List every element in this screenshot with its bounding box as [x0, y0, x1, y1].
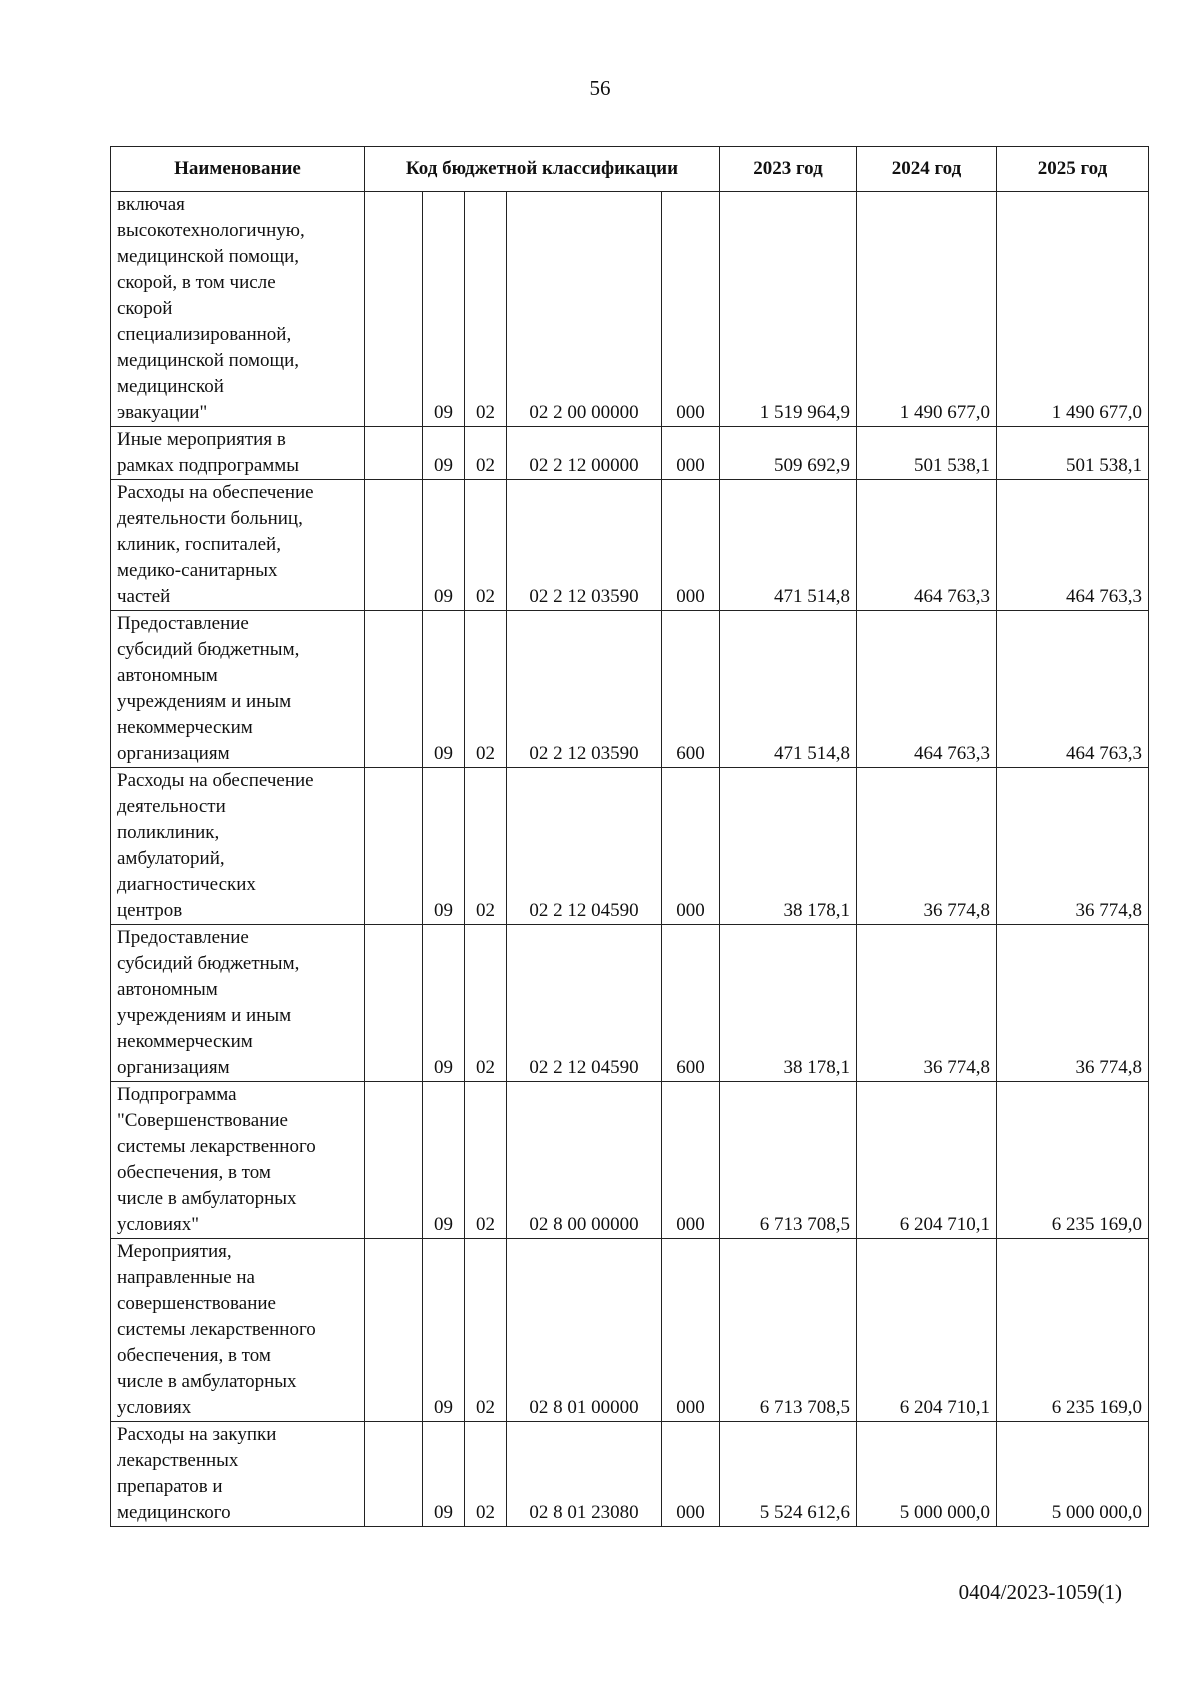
- row-code-subsection: 02: [465, 768, 507, 925]
- row-name: Подпрограмма "Совершенствование системы лекарственного обеспечения, в том числе в амбулаторных условиях": [111, 1082, 365, 1239]
- row-code-blank: [365, 1422, 423, 1527]
- table-row: [111, 1082, 1149, 1239]
- row-value-2025: 5 000 000,0: [997, 1422, 1149, 1527]
- row-value-2024: 464 763,3: [857, 611, 997, 768]
- row-value-2025: 464 763,3: [997, 611, 1149, 768]
- header-2024: 2024 год: [857, 147, 997, 192]
- row-code-type: 000: [662, 192, 720, 427]
- row-code-type: 000: [662, 427, 720, 480]
- row-value-2024: 1 490 677,0: [857, 192, 997, 427]
- row-code-target: 02 2 12 03590: [507, 480, 662, 611]
- row-name: Мероприятия, направленные на совершенствование системы лекарственного обеспечения, в том числе в амбулаторных условиях: [111, 1239, 365, 1422]
- table-row: [111, 1422, 1149, 1527]
- row-value-2023: 6 713 708,5: [720, 1082, 857, 1239]
- table-row: [111, 192, 1149, 427]
- row-code-blank: [365, 427, 423, 480]
- row-value-2023: 38 178,1: [720, 768, 857, 925]
- row-code-target: 02 8 01 00000: [507, 1239, 662, 1422]
- row-value-2024: 5 000 000,0: [857, 1422, 997, 1527]
- row-value-2024: 464 763,3: [857, 480, 997, 611]
- row-code-blank: [365, 192, 423, 427]
- row-code-blank: [365, 611, 423, 768]
- row-code-section: 09: [423, 925, 465, 1082]
- header-2023: 2023 год: [720, 147, 857, 192]
- table-row: [111, 925, 1149, 1082]
- row-name: Расходы на обеспечение деятельности поликлиник, амбулаторий, диагностических центров: [111, 768, 365, 925]
- row-code-section: 09: [423, 192, 465, 427]
- header-name: Наименование: [111, 147, 365, 192]
- row-value-2025: 464 763,3: [997, 480, 1149, 611]
- row-code-target: 02 8 00 00000: [507, 1082, 662, 1239]
- row-code-section: 09: [423, 1239, 465, 1422]
- row-code-subsection: 02: [465, 925, 507, 1082]
- row-code-type: 000: [662, 768, 720, 925]
- row-code-section: 09: [423, 480, 465, 611]
- row-code-section: 09: [423, 611, 465, 768]
- row-code-blank: [365, 925, 423, 1082]
- row-value-2023: 471 514,8: [720, 611, 857, 768]
- row-value-2025: 36 774,8: [997, 925, 1149, 1082]
- row-code-type: 000: [662, 1082, 720, 1239]
- row-code-type: 000: [662, 480, 720, 611]
- header-2025: 2025 год: [997, 147, 1149, 192]
- row-value-2025: 6 235 169,0: [997, 1239, 1149, 1422]
- table-row: [111, 427, 1149, 480]
- row-value-2024: 36 774,8: [857, 768, 997, 925]
- row-code-blank: [365, 1082, 423, 1239]
- row-code-subsection: 02: [465, 1082, 507, 1239]
- row-code-blank: [365, 480, 423, 611]
- row-code-target: 02 2 12 04590: [507, 925, 662, 1082]
- row-value-2023: 38 178,1: [720, 925, 857, 1082]
- row-code-subsection: 02: [465, 1422, 507, 1527]
- row-value-2025: 36 774,8: [997, 768, 1149, 925]
- page-number: 56: [589, 76, 611, 100]
- row-value-2025: 6 235 169,0: [997, 1082, 1149, 1239]
- row-code-section: 09: [423, 1082, 465, 1239]
- row-code-subsection: 02: [465, 192, 507, 427]
- row-code-section: 09: [423, 427, 465, 480]
- row-code-type: 000: [662, 1422, 720, 1527]
- row-code-target: 02 2 12 03590: [507, 611, 662, 768]
- row-code-subsection: 02: [465, 480, 507, 611]
- row-code-target: 02 2 12 04590: [507, 768, 662, 925]
- row-code-subsection: 02: [465, 427, 507, 480]
- table-row: [111, 480, 1149, 611]
- row-code-section: 09: [423, 1422, 465, 1527]
- budget-table: [110, 146, 1149, 1527]
- row-code-blank: [365, 1239, 423, 1422]
- row-value-2025: 1 490 677,0: [997, 192, 1149, 427]
- row-name: Расходы на закупки лекарственных препаратов и медицинского: [111, 1422, 365, 1527]
- table-header-row: [111, 147, 1149, 192]
- row-value-2025: 501 538,1: [997, 427, 1149, 480]
- table-row: [111, 768, 1149, 925]
- row-code-type: 000: [662, 1239, 720, 1422]
- row-name: Иные мероприятия в рамках подпрограммы: [111, 427, 365, 480]
- row-value-2023: 6 713 708,5: [720, 1239, 857, 1422]
- header-code: Код бюджетной классификации: [365, 147, 720, 192]
- row-name: включая высокотехнологичную, медицинской помощи, скорой, в том числе скорой специализированной, медицинской помощи, медицинской эвакуации": [111, 192, 365, 427]
- row-value-2024: 6 204 710,1: [857, 1082, 997, 1239]
- row-code-target: 02 2 12 00000: [507, 427, 662, 480]
- row-code-subsection: 02: [465, 611, 507, 768]
- document-code: 0404/2023-1059(1): [958, 1580, 1122, 1604]
- row-code-target: 02 2 00 00000: [507, 192, 662, 427]
- row-value-2024: 6 204 710,1: [857, 1239, 997, 1422]
- row-code-blank: [365, 768, 423, 925]
- row-name: Предоставление субсидий бюджетным, автономным учреждениям и иным некоммерческим организациям: [111, 611, 365, 768]
- row-value-2023: 509 692,9: [720, 427, 857, 480]
- row-value-2024: 501 538,1: [857, 427, 997, 480]
- row-code-target: 02 8 01 23080: [507, 1422, 662, 1527]
- row-code-subsection: 02: [465, 1239, 507, 1422]
- row-name: Предоставление субсидий бюджетным, автономным учреждениям и иным некоммерческим организациям: [111, 925, 365, 1082]
- row-code-section: 09: [423, 768, 465, 925]
- row-code-type: 600: [662, 925, 720, 1082]
- row-value-2024: 36 774,8: [857, 925, 997, 1082]
- row-value-2023: 5 524 612,6: [720, 1422, 857, 1527]
- table-row: [111, 1239, 1149, 1422]
- row-value-2023: 471 514,8: [720, 480, 857, 611]
- row-value-2023: 1 519 964,9: [720, 192, 857, 427]
- row-code-type: 600: [662, 611, 720, 768]
- table-row: [111, 611, 1149, 768]
- row-name: Расходы на обеспечение деятельности больниц, клиник, госпиталей, медико-санитарных частей: [111, 480, 365, 611]
